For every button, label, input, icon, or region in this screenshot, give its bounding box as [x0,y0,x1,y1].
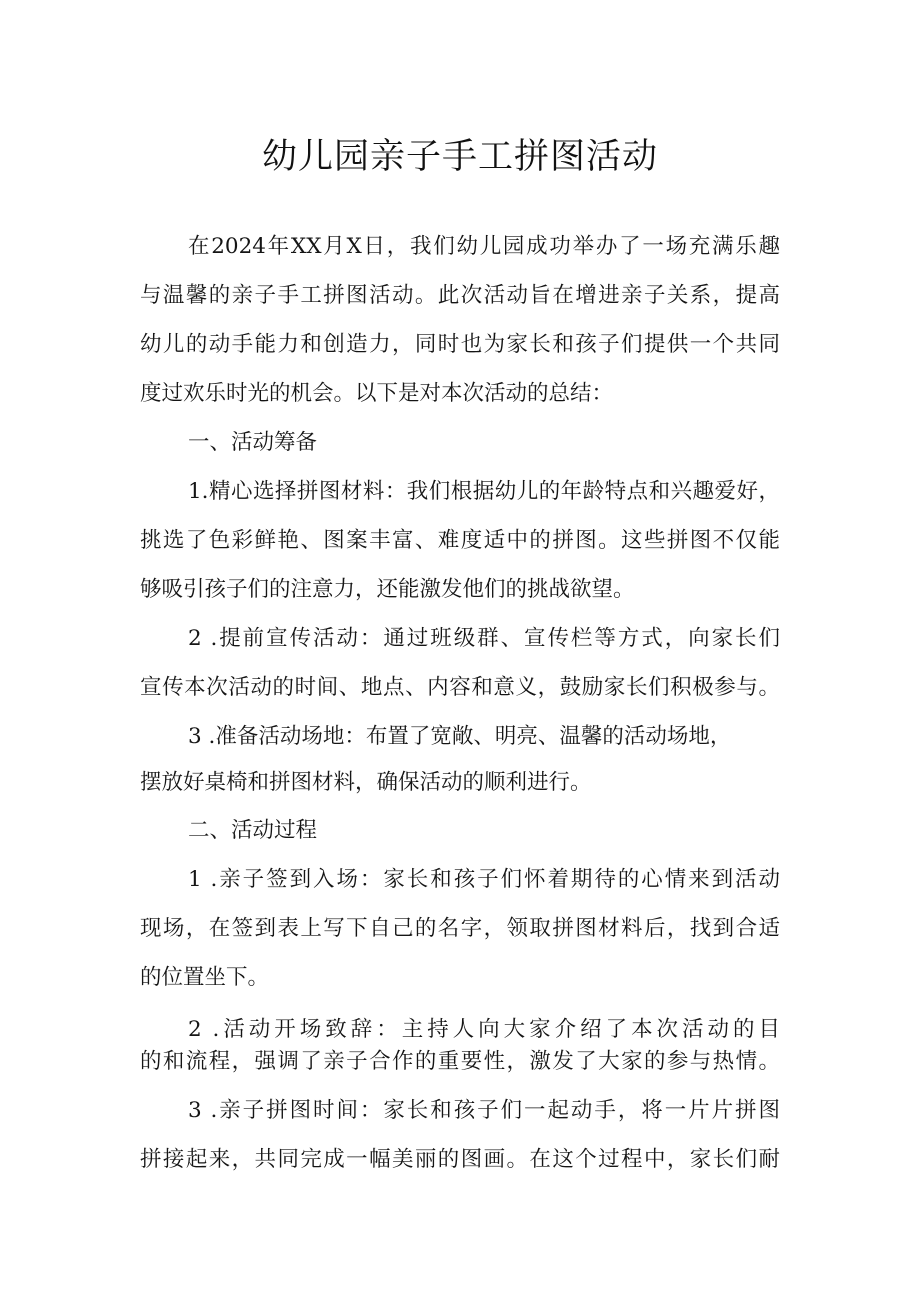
body-line: 3 .亲子拼图时间：家长和孩子们一起动手，将一片片拼图 [188,1098,780,1123]
body-line: 1.精心选择拼图材料：我们根据幼儿的年龄特点和兴趣爱好， [188,479,780,504]
body-line: 幼儿的动手能力和创造力，同时也为家长和孩子们提供一个共同 [140,332,780,357]
body-line: 在2024年XX月X日，我们幼儿园成功举办了一场充满乐趣 [188,234,780,259]
body-line: 的和流程，强调了亲子合作的重要性，激发了大家的参与热情。 [140,1049,780,1074]
body-line: 度过欢乐时光的机会。以下是对本次活动的总结： [140,381,614,406]
body-line: 摆放好桌椅和拼图材料，确保活动的顺利进行。 [140,770,592,795]
body-line: 3 .准备活动场地：布置了宽敞、明亮、温馨的活动场地， [188,724,732,749]
body-line: 宣传本次活动的时间、地点、内容和意义，鼓励家长们积极参与。 [140,675,780,700]
body-line: 够吸引孩子们的注意力，还能激发他们的挑战欲望。 [140,577,635,602]
body-line: 与温馨的亲子手工拼图活动。此次活动旨在增进亲子关系，提高 [140,283,780,308]
section-heading: 一、活动筹备 [188,430,318,455]
body-line: 现场，在签到表上写下自己的名字，领取拼图材料后，找到合适 [140,916,780,941]
section-heading: 二、活动过程 [188,818,318,843]
body-line: 挑选了色彩鲜艳、图案丰富、难度适中的拼图。这些拼图不仅能 [140,528,780,553]
body-line: 2 .提前宣传活动：通过班级群、宣传栏等方式，向家长们 [188,626,780,651]
body-line: 的位置坐下。 [140,965,270,990]
body-line: 拼接起来，共同完成一幅美丽的图画。在这个过程中，家长们耐 [140,1147,780,1172]
page-title: 幼儿园亲子手工拼图活动 [261,137,658,177]
body-line: 1 .亲子签到入场：家长和孩子们怀着期待的心情来到活动 [188,867,780,892]
body-line: 2 .活动开场致辞：主持人向大家介绍了本次活动的目 [188,1017,780,1042]
